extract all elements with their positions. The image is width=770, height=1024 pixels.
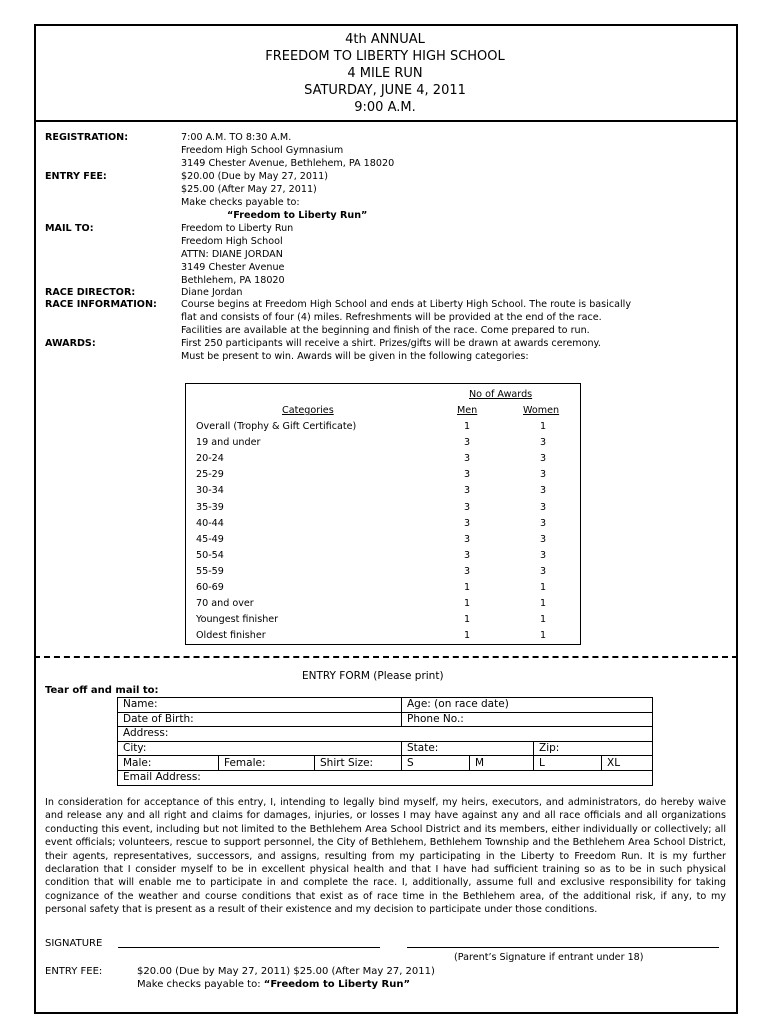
header-line-2: FREEDOM TO LIBERTY HIGH SCHOOL	[265, 49, 505, 64]
awards-cell-women: 1	[539, 598, 547, 610]
mail-to-line-5: Bethlehem, PA 18020	[181, 275, 285, 286]
email-field[interactable]: Email Address:	[118, 770, 653, 785]
awards-cell-men: 3	[463, 517, 471, 529]
footer-payable	[137, 978, 410, 991]
shirt-size-l[interactable]: L	[534, 756, 602, 771]
mail-to-line-3: ATTN: DIANE JORDAN	[181, 249, 283, 260]
zip-field[interactable]: Zip:	[534, 741, 653, 756]
signature-line[interactable]	[118, 947, 380, 948]
awards-cell-category: 30-34	[196, 485, 224, 497]
awards-line-2: Must be present to win. Awards will be given in the following categories:	[181, 351, 529, 362]
awards-line-1: First 250 participants will receive a shirt. Prizes/gifts will be drawn at awards ceremony.	[181, 338, 601, 349]
awards-cell-women: 1	[539, 614, 547, 626]
awards-cell-category: 60-69	[196, 582, 224, 593]
awards-cell-category: 50-54	[196, 549, 224, 561]
registration-time: 7:00 A.M. TO 8:30 A.M.	[181, 132, 292, 143]
awards-cell-women: 3	[539, 469, 547, 481]
parent-signature-line[interactable]	[407, 947, 719, 948]
awards-cell-men: 3	[463, 501, 471, 513]
waiver-text: In consideration for acceptance of this entry, I, intending to legally bind myself, my heirs, executors, and administrators, do hereby waive and release any and all right and claims for damages, injuries, or losses I may have against any and all race officials and all organizations conducting this event, including but not limited to the Bethlehem Area School District and its members, either individually or collectively; all event officials; volunteers, rescue to support personnel, the City of Bethlehem, Bethlehem Township and the Bethlehem Area School District, their agents, representatives, successors, and assigns, resulting from my participating in the Liberty to Freedom Run. It is my further declaration that I consider myself to be in excellent physical health and that I have had sufficient training so as to be in such physical condition that will enable me to participate in and complete the race. I, additionally, assume full and exclusive responsibility for taking cognizance of the weather and course conditions that exist as of race time in the Bethlehem area, of the additional risk, if any, to my personal safety that is present as a result of their existence and my decision to participate under those conditions.	[45, 797, 726, 916]
registration-label: REGISTRATION:	[45, 132, 129, 143]
awards-cell-category: 25-29	[196, 469, 224, 481]
awards-cell-men: 1	[463, 598, 471, 610]
awards-cell-men: 3	[463, 533, 471, 545]
tear-off-instruction: Tear off and mail to:	[45, 685, 159, 696]
awards-cell-women: 3	[539, 437, 547, 449]
awards-col-category: Categories	[282, 405, 334, 416]
awards-cell-men: 1	[463, 614, 471, 626]
footer-payable-name: “Freedom to Liberty Run”	[263, 979, 411, 990]
awards-cell-category: 40-44	[196, 517, 224, 529]
payable-name: “Freedom to Liberty Run”	[227, 210, 368, 221]
awards-cell-category: Youngest finisher	[196, 614, 279, 626]
awards-cell-men: 1	[463, 421, 471, 432]
footer-payable-prefix: Make checks payable to:	[137, 979, 261, 990]
race-director-name: Diane Jordan	[181, 287, 243, 298]
awards-cell-women: 3	[539, 501, 547, 513]
awards-cell-men: 3	[463, 437, 471, 449]
header-divider	[34, 120, 738, 122]
entry-fee-label: ENTRY FEE:	[45, 171, 107, 182]
entry-form-title: ENTRY FORM (Please print)	[302, 670, 444, 682]
header-line-3: 4 MILE RUN	[347, 66, 423, 81]
parent-signature-note: (Parent’s Signature if entrant under 18)	[454, 952, 644, 963]
name-field[interactable]: Name:	[118, 698, 402, 713]
awards-cell-women: 3	[539, 517, 547, 529]
awards-cell-category: 70 and over	[196, 598, 254, 610]
awards-cell-women: 3	[539, 533, 547, 545]
registration-place: Freedom High School Gymnasium	[181, 145, 344, 156]
awards-col-women: Women	[523, 405, 560, 416]
awards-cell-category: 19 and under	[196, 437, 261, 449]
awards-group-header: No of Awards	[469, 389, 533, 400]
awards-cell-women: 3	[539, 565, 547, 577]
awards-cell-category: Oldest finisher	[196, 630, 266, 642]
state-field[interactable]: State:	[402, 741, 534, 756]
event-header	[0, 31, 770, 116]
dob-field[interactable]: Date of Birth:	[118, 712, 402, 727]
awards-cell-men: 3	[463, 469, 471, 481]
awards-cell-men: 1	[463, 630, 471, 642]
awards-cell-women: 1	[539, 421, 547, 432]
awards-cell-men: 3	[463, 565, 471, 577]
header-line-4: SATURDAY, JUNE 4, 2011	[304, 83, 466, 98]
awards-cell-women: 3	[539, 485, 547, 497]
shirt-size-s[interactable]: S	[402, 756, 470, 771]
entry-form-table	[117, 697, 653, 786]
shirt-size-label: Shirt Size:	[315, 756, 402, 771]
age-field[interactable]: Age: (on race date)	[402, 698, 653, 713]
awards-label: AWARDS:	[45, 338, 96, 349]
race-director-label: RACE DIRECTOR:	[45, 287, 136, 298]
address-field[interactable]: Address:	[118, 727, 653, 742]
awards-cell-women: 1	[539, 582, 547, 593]
awards-cell-men: 3	[463, 549, 471, 561]
footer-fee-label: ENTRY FEE:	[45, 966, 103, 977]
awards-cell-men: 1	[463, 582, 471, 593]
mail-to-line-1: Freedom to Liberty Run	[181, 223, 294, 234]
awards-cell-category: 20-24	[196, 453, 224, 465]
awards-cell-category: Overall (Trophy & Gift Certificate)	[196, 421, 357, 432]
mail-to-line-2: Freedom High School	[181, 236, 283, 247]
awards-cell-category: 45-49	[196, 533, 224, 545]
awards-cell-women: 3	[539, 453, 547, 465]
female-field[interactable]: Female:	[219, 756, 315, 771]
header-line-5: 9:00 A.M.	[354, 100, 416, 115]
mail-to-label: MAIL TO:	[45, 223, 94, 234]
shirt-size-xl[interactable]: XL	[602, 756, 653, 771]
tear-off-line	[34, 656, 738, 658]
awards-cell-category: 55-59	[196, 565, 224, 577]
male-field[interactable]: Male:	[118, 756, 219, 771]
entry-fee-late: $25.00 (After May 27, 2011)	[181, 184, 317, 195]
awards-cell-women: 1	[539, 630, 547, 642]
race-info-line-3: Facilities are available at the beginning and finish of the race. Come prepared to run.	[181, 325, 590, 336]
entry-fee-early: $20.00 (Due by May 27, 2011)	[181, 171, 328, 182]
awards-cell-women: 3	[539, 549, 547, 561]
shirt-size-m[interactable]: M	[470, 756, 534, 771]
awards-cell-men: 3	[463, 453, 471, 465]
footer-fee-amounts: $20.00 (Due by May 27, 2011) $25.00 (After May 27, 2011)	[137, 966, 435, 977]
header-line-1: 4th ANNUAL	[345, 32, 425, 47]
city-field[interactable]: City:	[118, 741, 402, 756]
race-info-line-1: Course begins at Freedom High School and ends at Liberty High School. The route is basically	[181, 299, 632, 310]
race-info-label: RACE INFORMATION:	[45, 299, 157, 310]
race-info-line-2: flat and consists of four (4) miles. Refreshments will be provided at the end of the race.	[181, 312, 602, 323]
awards-col-men: Men	[457, 405, 478, 416]
phone-field[interactable]: Phone No.:	[402, 712, 653, 727]
mail-to-line-4: 3149 Chester Avenue	[181, 262, 285, 273]
signature-label: SIGNATURE	[45, 938, 103, 949]
payable-to: Make checks payable to:	[181, 197, 300, 208]
registration-address: 3149 Chester Avenue, Bethlehem, PA 18020	[181, 158, 395, 169]
awards-cell-men: 3	[463, 485, 471, 497]
awards-cell-category: 35-39	[196, 501, 224, 513]
